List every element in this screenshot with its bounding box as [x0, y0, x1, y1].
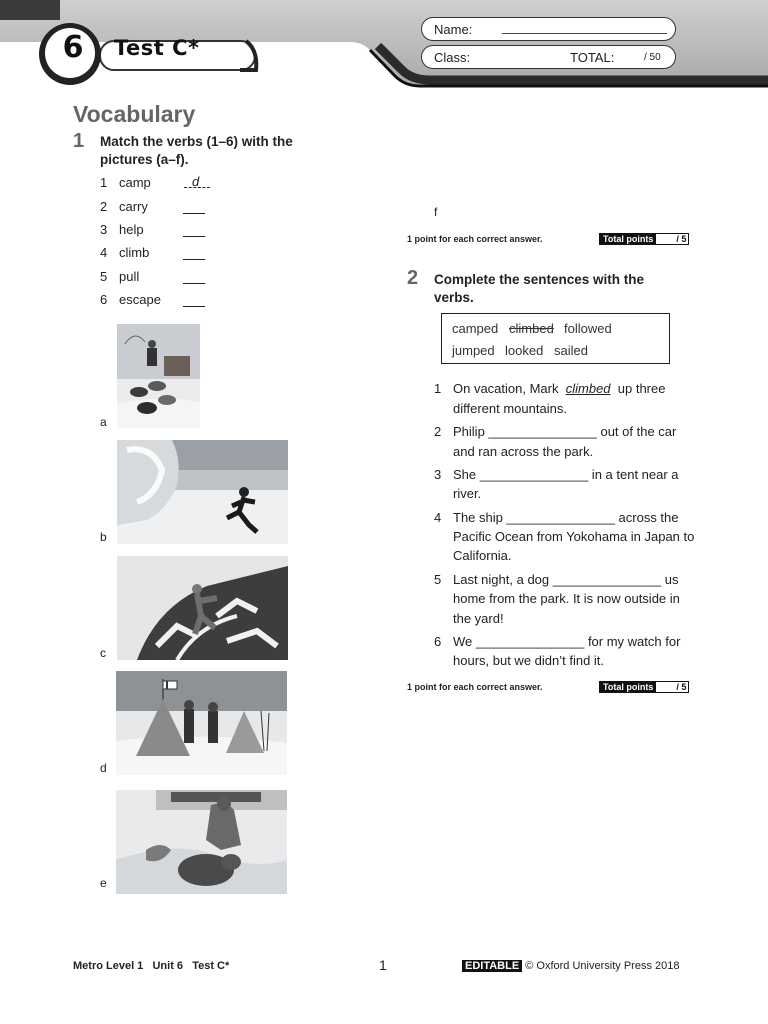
dog-rescue-photo — [116, 790, 287, 894]
sentence-number: 6 — [434, 634, 442, 649]
exercise-1-number: 1 — [73, 130, 85, 152]
sentence-number: 1 — [434, 381, 442, 396]
total-points-box — [599, 233, 689, 245]
tents-camp-photo — [116, 671, 287, 775]
sentence-line[interactable]: We _______________ for my watch for — [453, 634, 681, 649]
total-value: / 50 — [644, 52, 661, 63]
picture-label: c — [100, 646, 106, 660]
sentence-number: 5 — [434, 572, 442, 587]
sentence-line[interactable]: She _______________ in a tent near a — [453, 467, 679, 482]
picture-label: a — [100, 415, 107, 429]
total-points-value: / 5 — [656, 682, 688, 692]
copyright-text: © Oxford University Press 2018 — [525, 960, 680, 972]
item-word: pull — [119, 269, 140, 284]
word-box — [441, 313, 670, 364]
sentence-line[interactable]: The ship _______________ across the — [453, 510, 679, 525]
picture-label: e — [100, 876, 107, 890]
sentence-line: different mountains. — [453, 401, 567, 416]
page-number: 1 — [379, 957, 387, 973]
total-points-label: Total points — [600, 234, 656, 244]
exercise-2-number: 2 — [407, 267, 419, 289]
picture-label: f — [434, 205, 438, 219]
instruction-line: pictures (a–f). — [100, 152, 189, 167]
answer-blank[interactable] — [183, 294, 205, 307]
word-option: looked — [505, 343, 544, 358]
class-label: Class: — [434, 50, 471, 65]
word-option: jumped — [452, 343, 495, 358]
sentence-line — [453, 381, 665, 396]
instruction-line: Complete the sentences with the — [434, 272, 645, 287]
answer-blank[interactable] — [183, 224, 205, 237]
total-label: TOTAL: — [570, 50, 615, 65]
dog-sled-photo — [117, 324, 200, 428]
section-title: Vocabulary — [73, 101, 196, 127]
sentence-line: home from the park. It is now outside in — [453, 591, 680, 606]
sentence-line[interactable]: Philip _______________ out of the car — [453, 424, 677, 439]
instruction-line: verbs. — [434, 290, 474, 305]
rock-climber-photo — [117, 556, 288, 660]
item-number: 2 — [100, 199, 108, 214]
sentence-line: the yard! — [453, 611, 504, 626]
item-word: climb — [119, 245, 150, 260]
points-note: 1 point for each correct answer. — [407, 234, 543, 244]
item-number: 6 — [100, 292, 108, 307]
sentence-line: California. — [453, 548, 512, 563]
sentence-number: 4 — [434, 510, 442, 525]
word-option-used: climbed — [509, 321, 554, 336]
sentence-line: hours, but we didn’t find it. — [453, 653, 605, 668]
sentence-text: On vacation, Mark — [453, 381, 559, 396]
answer-blank[interactable] — [183, 201, 205, 214]
sentence-line: and ran across the park. — [453, 444, 594, 459]
sentence-number: 3 — [434, 467, 442, 482]
picture-label: d — [100, 761, 107, 775]
sentence-line[interactable]: Last night, a dog _______________ us — [453, 572, 679, 587]
total-points-box — [599, 681, 689, 693]
sentence-number: 2 — [434, 424, 442, 439]
footer-course-info: Metro Level 1 Unit 6 Test C* — [73, 960, 230, 972]
item-number: 1 — [100, 175, 108, 190]
answer-blank[interactable] — [183, 271, 205, 284]
name-line — [502, 33, 667, 34]
item-word: help — [119, 222, 144, 237]
points-note: 1 point for each correct answer. — [407, 682, 543, 692]
word-option: camped — [452, 321, 499, 336]
item-word: camp — [119, 175, 151, 190]
total-points-value: / 5 — [656, 234, 688, 244]
word-option: followed — [564, 321, 612, 336]
sentence-line: river. — [453, 486, 482, 501]
exercise-1-instruction — [100, 133, 293, 169]
item-word: escape — [119, 292, 161, 307]
word-option: sailed — [554, 343, 588, 358]
example-answer: d — [192, 174, 200, 189]
editable-badge: EDITABLE — [462, 960, 522, 972]
item-number: 3 — [100, 222, 108, 237]
item-word: carry — [119, 199, 148, 214]
item-number: 4 — [100, 245, 108, 260]
sentence-line: Pacific Ocean from Yokohama in Japan to — [453, 529, 695, 544]
answer-blank[interactable] — [183, 247, 205, 260]
running-on-ice-photo — [117, 440, 288, 544]
class-field[interactable] — [421, 45, 676, 69]
footer-copyright — [462, 960, 679, 972]
sentence-text: up three — [617, 381, 666, 396]
total-points-label: Total points — [600, 682, 656, 692]
name-label: Name: — [434, 22, 473, 37]
example-answer: climbed — [565, 381, 611, 396]
test-title: Test C* — [114, 36, 200, 60]
picture-label: b — [100, 530, 107, 544]
item-number: 5 — [100, 269, 108, 284]
unit-number: 6 — [62, 30, 84, 65]
instruction-line: Match the verbs (1–6) with the — [100, 134, 293, 149]
name-field[interactable] — [421, 17, 676, 41]
exercise-2-instruction — [434, 271, 644, 307]
